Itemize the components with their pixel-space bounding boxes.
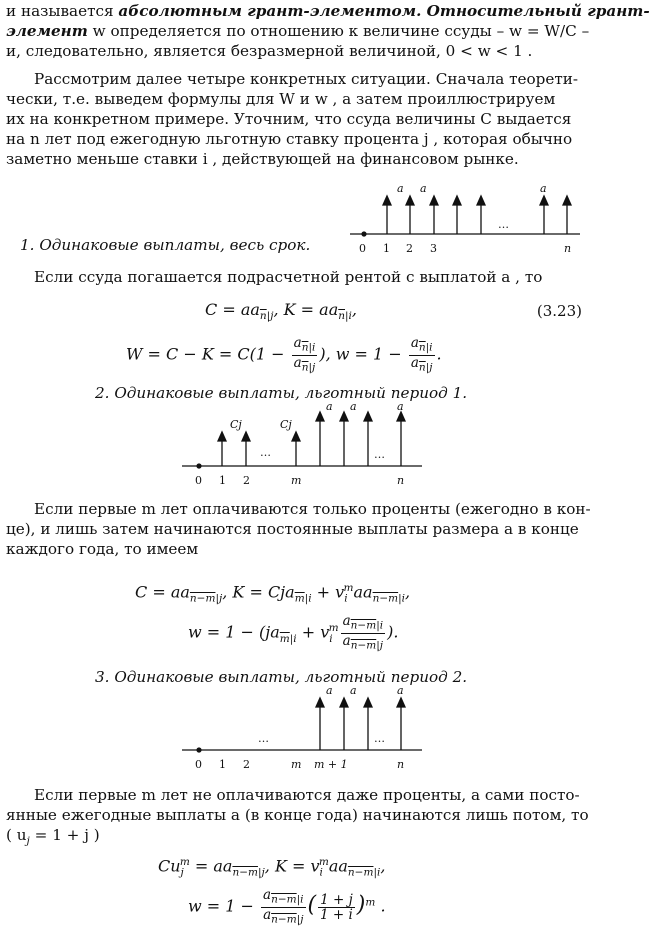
case3-equation-1: $Cu_j^m = aa_{n-m|j}$, $K = v_i^maa_{n-m|i}$, <box>158 856 386 879</box>
eq-part: + v <box>296 622 330 642</box>
text-span: ( u <box>6 826 27 844</box>
tick-label: 0 <box>359 242 366 255</box>
label-top: a <box>326 684 333 697</box>
case3-text-2: янные ежегодные выплаты a (в конце года) начинаются лишь потом, то <box>6 806 589 824</box>
label-top: Cj <box>280 418 292 431</box>
para2-line4: на n лет под ежегодную льготную ставку процента j , которая обычно <box>6 130 573 148</box>
tick-label: 3 <box>430 242 437 255</box>
case1-heading: 1. Одинаковые выплаты, весь срок. <box>20 236 311 254</box>
case1-equation-2: W = C − K = C(1 − $\frac{a_{\overline{n}|i}}{a_{\overline{n}|j}}$ ), w = 1 − $\frac{a_{\overline{n}|i}}{a_{\overline{n}|j}}$ . <box>126 335 442 374</box>
eq-part: W = C − K = C(1 − <box>126 344 290 364</box>
eq-part: = aa <box>189 856 233 876</box>
tick-label: n <box>564 242 572 255</box>
para1-line2 <box>6 22 589 41</box>
cashflow-diagram-3 <box>0 680 590 770</box>
tick-label: 2 <box>243 758 250 771</box>
text-span: w определяется по отношению к величине ссуды – w = W/C – <box>87 22 590 40</box>
fraction: $\frac{a_{\overline{n}|i}}{a_{\overline{n}|j}}$ <box>410 335 433 374</box>
tick-label: m + 1 <box>314 758 348 771</box>
fraction: $\frac{a_{n-m|i}}{a_{n-m|j}}$ <box>342 613 384 652</box>
eq-part: + v <box>311 582 345 602</box>
tick-label: 2 <box>406 242 413 255</box>
para2-line1: Рассмотрим далее четыре конкретных ситуации. Сначала теорети- <box>34 70 579 88</box>
label-top: a <box>350 400 357 413</box>
tick-label: 1 <box>219 474 226 487</box>
para2-line3: их на конкретном примере. Уточним, что ссуда величины C выдается <box>6 110 572 128</box>
label-top: Cj <box>230 418 242 431</box>
case2-text-3: каждого года, то имеем <box>6 540 199 558</box>
ellipsis: … <box>374 732 385 745</box>
fraction: $\frac{a_{\overline{n}|i}}{a_{\overline{n}|j}}$ <box>293 335 316 374</box>
case2-equation-1: $C = aa_{n-m|j}$, $K = Cja_{\overline{m}|i} + v_i^maa_{n-m|i}$, <box>135 582 411 605</box>
origin-dot <box>361 231 366 236</box>
tick-label: 0 <box>195 758 202 771</box>
case2-text-1: Если первые m лет оплачиваются только проценты (ежегодно в кон- <box>34 500 591 518</box>
tick-label: m <box>291 758 302 771</box>
eq-part: ), w = 1 − <box>319 344 407 364</box>
tick-label: m <box>291 474 302 487</box>
label-top: a <box>397 182 404 195</box>
tick-label: n <box>397 758 405 771</box>
ellipsis: … <box>258 732 269 745</box>
text-span: = 1 + j ) <box>29 826 100 844</box>
label-top: a <box>397 400 404 413</box>
eq-part: , K = v <box>264 856 320 876</box>
label-top: a <box>540 182 547 195</box>
case2-heading: 2. Одинаковые выплаты, льготный период 1. <box>95 384 468 402</box>
para1-line3: и, следовательно, является безразмерной величиной, 0 < w < 1 . <box>6 42 533 60</box>
eq-part: w = 1 − <box>188 896 260 916</box>
para2-line2: чески, т.е. выведем формулы для W и w , а затем проиллюстрируем <box>6 90 556 108</box>
case3-equation-2: w = 1 − $\frac{a_{n-m|i}}{a_{n-m|j}}$ ( $\frac{1 + j}{1 + i}$ )$^m$ . <box>188 887 386 926</box>
equation-number: (3.23) <box>536 302 582 320</box>
eq-part: C = aa <box>205 300 260 319</box>
eq-part: , K = Cja <box>222 582 295 602</box>
eq-part: w = 1 − (ja <box>188 622 280 642</box>
label-top: a <box>420 182 427 195</box>
payment-arrows <box>316 698 405 750</box>
eq-part: C = aa <box>135 582 190 602</box>
ellipsis: … <box>498 218 509 231</box>
cashflow-diagram-2 <box>0 398 590 488</box>
label-top: a <box>326 400 333 413</box>
case3-text-3: ( $u_j = 1 + j$ ) <box>6 826 100 848</box>
para2-line5: заметно меньше ставки i , действующей на финансовом рынке. <box>6 150 519 168</box>
tick-label: n <box>397 474 405 487</box>
label-top: a <box>350 684 357 697</box>
tick-label: 0 <box>195 474 202 487</box>
case1-text: Если ссуда погашается подрасчетной рентой с выплатой a , то <box>34 268 543 286</box>
payment-arrows <box>383 196 571 234</box>
case3-text-1: Если первые m лет не оплачиваются даже проценты, а сами посто- <box>34 786 580 804</box>
ellipsis: … <box>374 448 385 461</box>
eq-part: aa <box>353 582 373 602</box>
fraction: $\frac{1 + j}{1 + i}$ <box>320 891 353 923</box>
origin-dot <box>196 463 201 468</box>
term-element: элемент <box>6 22 88 40</box>
label-top: a <box>397 684 404 697</box>
term-absolute-grant: абсолютным грант-элементом. <box>118 2 422 20</box>
tick-label: 2 <box>243 474 250 487</box>
case3-heading: 3. Одинаковые выплаты, льготный период 2. <box>95 668 468 686</box>
term-relative-grant: Относительный грант- <box>421 2 650 20</box>
text-span: и называется <box>6 2 119 20</box>
fraction: $\frac{a_{n-m|i}}{a_{n-m|j}}$ <box>263 887 304 926</box>
case1-equation-1: $C = aa_{\overline{n}|j}$, $K = aa_{\overline{n}|i}$, <box>205 300 358 323</box>
case2-equation-2: $w = 1 - (ja_{\overline{m}|i} + v_i^m$ $\frac{a_{n-m|i}}{a_{n-m|j}}$ ). <box>188 613 399 652</box>
eq-part: aa <box>328 856 348 876</box>
para1-line1 <box>6 2 650 21</box>
ellipsis: … <box>260 446 271 459</box>
eq-part: Cu <box>158 856 181 876</box>
case2-text-2: це), и лишь затем начинаются постоянные выплаты размера a в конце <box>6 520 579 538</box>
origin-dot <box>196 747 201 752</box>
tick-label: 1 <box>219 758 226 771</box>
eq-part: , K = aa <box>273 300 339 319</box>
tick-label: 1 <box>383 242 390 255</box>
